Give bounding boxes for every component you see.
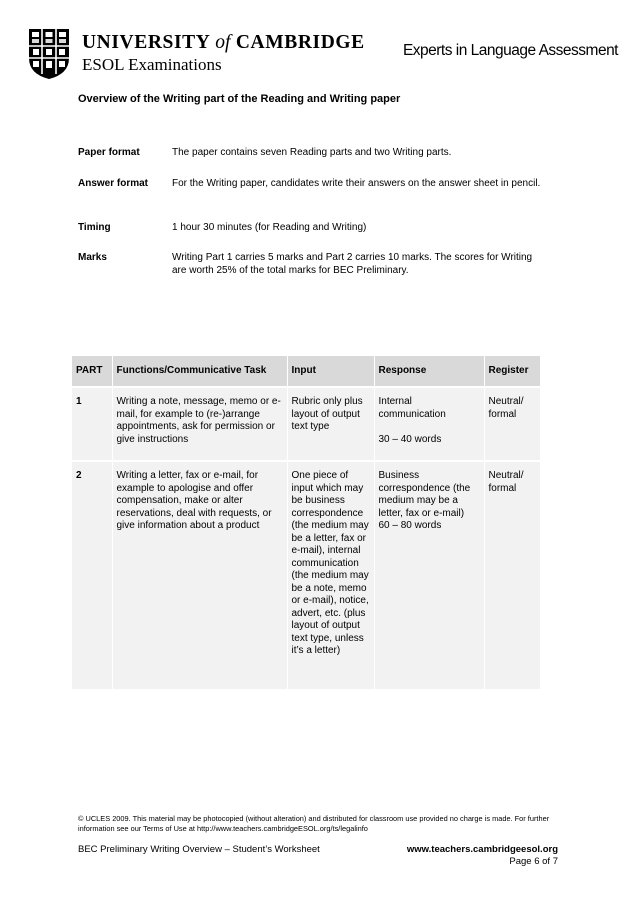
response-cell: [374, 461, 484, 689]
input-cell: Rubric only plus layout of output text type: [287, 387, 374, 461]
register-cell: Neutral/ formal: [484, 387, 540, 461]
page-number: Page 6 of 7: [509, 856, 558, 867]
response-text: Business correspondence (the medium may be a letter, fax or e-mail): [378, 470, 471, 519]
response-cell: [374, 387, 484, 461]
info-value: For the Writing paper, candidates write their answers on the answer sheet in pencil.: [172, 178, 541, 189]
input-cell: One piece of input which may be business correspondence (the medium may be a letter, fax or e-mail), internal communication (the medium may be a note, memo or e-mail), notice, advert, etc. (plus layout of output text type, unless it’s a letter): [287, 461, 374, 689]
footer-document-name: BEC Preliminary Writing Overview – Student’s Worksheet: [78, 844, 320, 855]
response-word-count: 30 – 40 words: [378, 433, 442, 445]
info-label: Paper format: [78, 147, 140, 158]
footer-website-link[interactable]: www.teachers.cambridgeesol.org: [406, 844, 558, 855]
header-part: PART: [72, 356, 112, 387]
info-value: The paper contains seven Reading parts and two Writing parts.: [172, 147, 452, 158]
register-cell: Neutral/ formal: [484, 461, 540, 689]
header-input: Input: [287, 356, 374, 387]
table-header-row: [72, 356, 540, 387]
page-header: [28, 28, 618, 82]
header-register: Register: [484, 356, 540, 387]
esol-examinations: ESOL Examinations: [82, 55, 222, 74]
part-number: 2: [72, 461, 112, 689]
info-label: Marks: [78, 252, 107, 263]
info-label: Answer format: [78, 178, 149, 189]
info-value: Writing Part 1 carries 5 marks and Part 2 carries 10 marks. The scores for Writing are worth 25% of the total marks for BEC Preliminary.: [172, 252, 533, 276]
tagline: Experts in Language Assessment: [402, 42, 618, 59]
info-label: Timing: [78, 222, 111, 233]
info-value: 1 hour 30 minutes (for Reading and Writing): [172, 222, 367, 233]
header-response: Response: [374, 356, 484, 387]
header-task: Functions/Communicative Task: [112, 356, 287, 387]
copyright-notice: © UCLES 2009. This material may be photocopied (without alteration) and distributed for classroom use provided no charge is made. For further information see our Terms of Use at http://www.teachers.cambridgeESOL.org/ts/legalinfo: [78, 814, 550, 833]
task-cell: Writing a note, message, memo or e-mail, for example to (re-)arrange appointments, ask for permission or give instructions: [112, 387, 287, 461]
footer-right: [407, 844, 558, 868]
part-number: 1: [72, 387, 112, 461]
response-text: Internal communication: [378, 396, 446, 420]
task-cell: Writing a letter, fax or e-mail, for example to apologise and offer compensation, make or alter reservations, deal with requests, or give information about a product: [112, 461, 287, 689]
university-name: UNIVERSITY of CAMBRIDGE: [82, 32, 365, 53]
response-word-count: 60 – 80 words: [378, 520, 442, 531]
table-row: [72, 387, 540, 461]
university-crest-icon: [28, 28, 70, 80]
table-row: [72, 461, 540, 689]
document-title: Overview of the Writing part of the Reading and Writing paper: [78, 93, 401, 105]
writing-parts-table: [72, 356, 541, 689]
